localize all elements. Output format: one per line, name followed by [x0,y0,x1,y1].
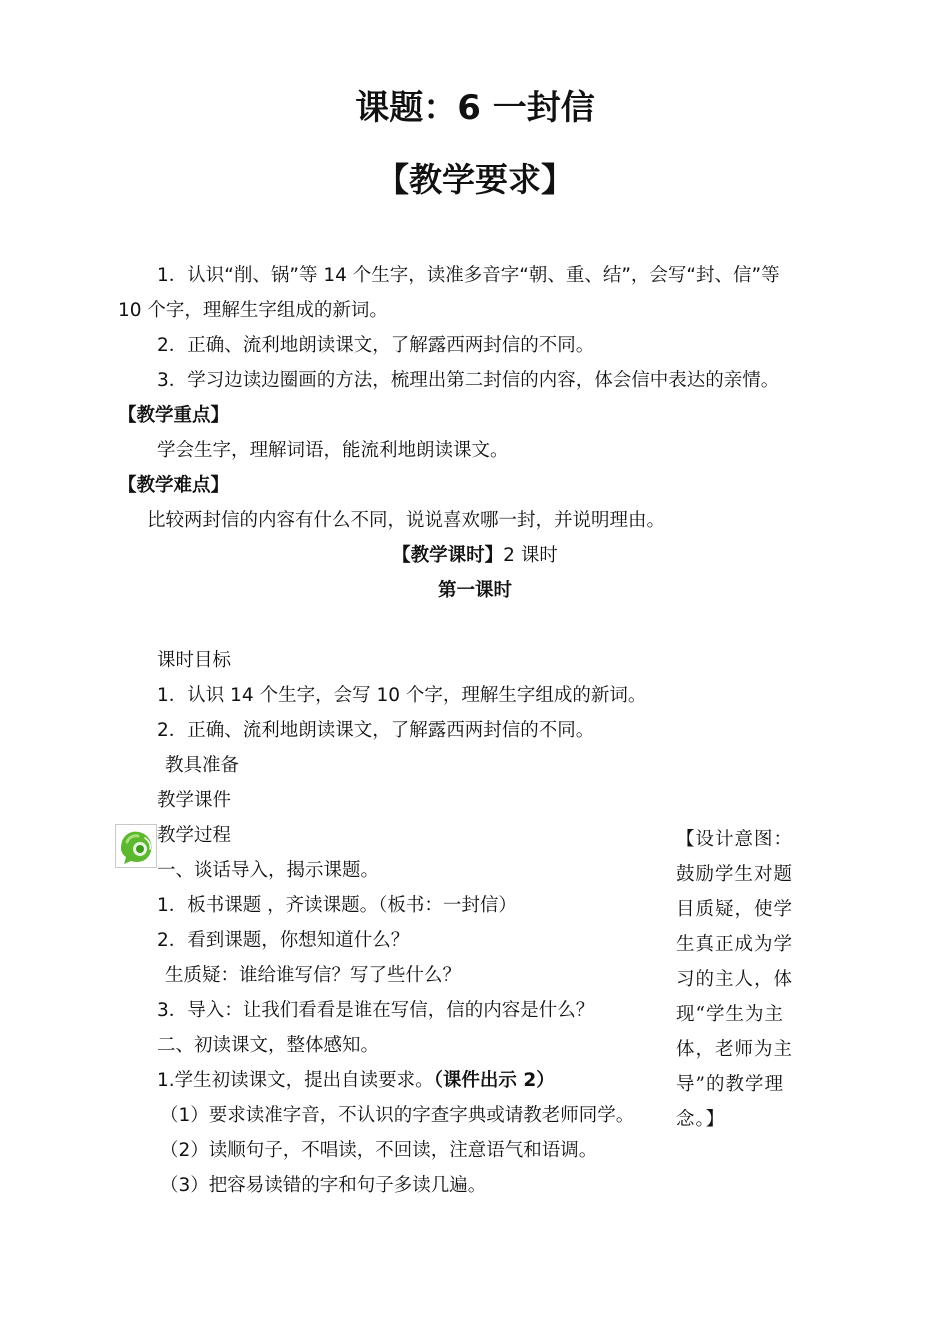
lesson-hours [0,543,950,569]
requirements-heading: 【教学要求】 [376,160,574,199]
process-heading: 教学过程 [157,825,232,846]
step-2-1-text: 1.学生初读课文，提出自读要求。 [157,1070,434,1091]
step-2-1-courseware: （课件出示 2） [433,1070,555,1091]
key-points: 学会生字，理解词语，能流利地朗读课文。 [157,440,509,461]
step-2-1b: （2）读顺句子，不唱读，不回读，注意语气和语调。 [160,1140,598,1161]
design-intent-line: 念。】 [676,1109,726,1130]
objective-2: 2．正确、流利地朗读课文，了解露西两封信的不同。 [157,720,595,741]
design-intent-line: 生真正成为学 [676,934,794,955]
lesson-hours-value: 2 课时 [503,545,558,566]
design-intent-line: 现“学生为主 [676,1004,784,1025]
step-1: 一、谈话导入，揭示课题。 [157,860,380,881]
step-2: 二、初读课文，整体感知。 [157,1035,380,1056]
design-intent-line: 导”的教学理 [676,1074,784,1095]
step-2-1c: （3）把容易读错的字和句子多读几遍。 [160,1175,487,1196]
green-speech-bubble-icon [115,824,157,868]
difficulty-heading: 【教学难点】 [118,475,230,496]
requirement-1-line-1: 1．认识“削、锅”等 14 个生字，读准多音字“朝、重、结”，会写“封、信”等 [157,265,780,286]
design-intent-line: 体，老师为主 [676,1039,794,1060]
requirement-3: 3．学习边读边圈画的方法，梳理出第二封信的内容，体会信中表达的亲情。 [157,370,780,391]
requirement-2: 2．正确、流利地朗读课文，了解露西两封信的不同。 [157,335,595,356]
objectives-heading: 课时目标 [157,650,232,671]
lesson-title: 课题：6 一封信 [355,88,595,128]
key-points-heading: 【教学重点】 [118,405,230,426]
design-intent-line: 习的主人，体 [676,969,794,990]
tools-heading: 教具准备 [165,755,240,776]
design-intent-line: 鼓励学生对题 [676,864,794,885]
step-1-2a: 生质疑：谁给谁写信？写了些什么？ [165,965,462,986]
step-2-1a: （1）要求读准字音，不认识的字查字典或请教老师同学。 [160,1105,635,1126]
difficulty: 比较两封信的内容有什么不同，说说喜欢哪一封，并说明理由。 [147,510,666,531]
step-2-1 [157,1068,555,1094]
step-1-2: 2．看到课题，你想知道什么？ [157,930,410,951]
step-1-1: 1．板书课题 ，齐读课题。（板书：一封信） [157,895,517,916]
design-intent-line: 目质疑，使学 [676,899,794,920]
tools: 教学课件 [157,790,232,811]
first-lesson-heading: 第一课时 [437,580,512,601]
design-intent-line: 【设计意图： [676,829,794,850]
step-1-3: 3．导入：让我们看看是谁在写信，信的内容是什么？ [157,1000,595,1021]
requirement-1-line-2: 10 个字，理解生字组成的新词。 [118,300,388,321]
objective-1: 1．认识 14 个生字，会写 10 个字，理解生字组成的新词。 [157,685,647,706]
lesson-hours-label: 【教学课时】 [392,545,504,566]
